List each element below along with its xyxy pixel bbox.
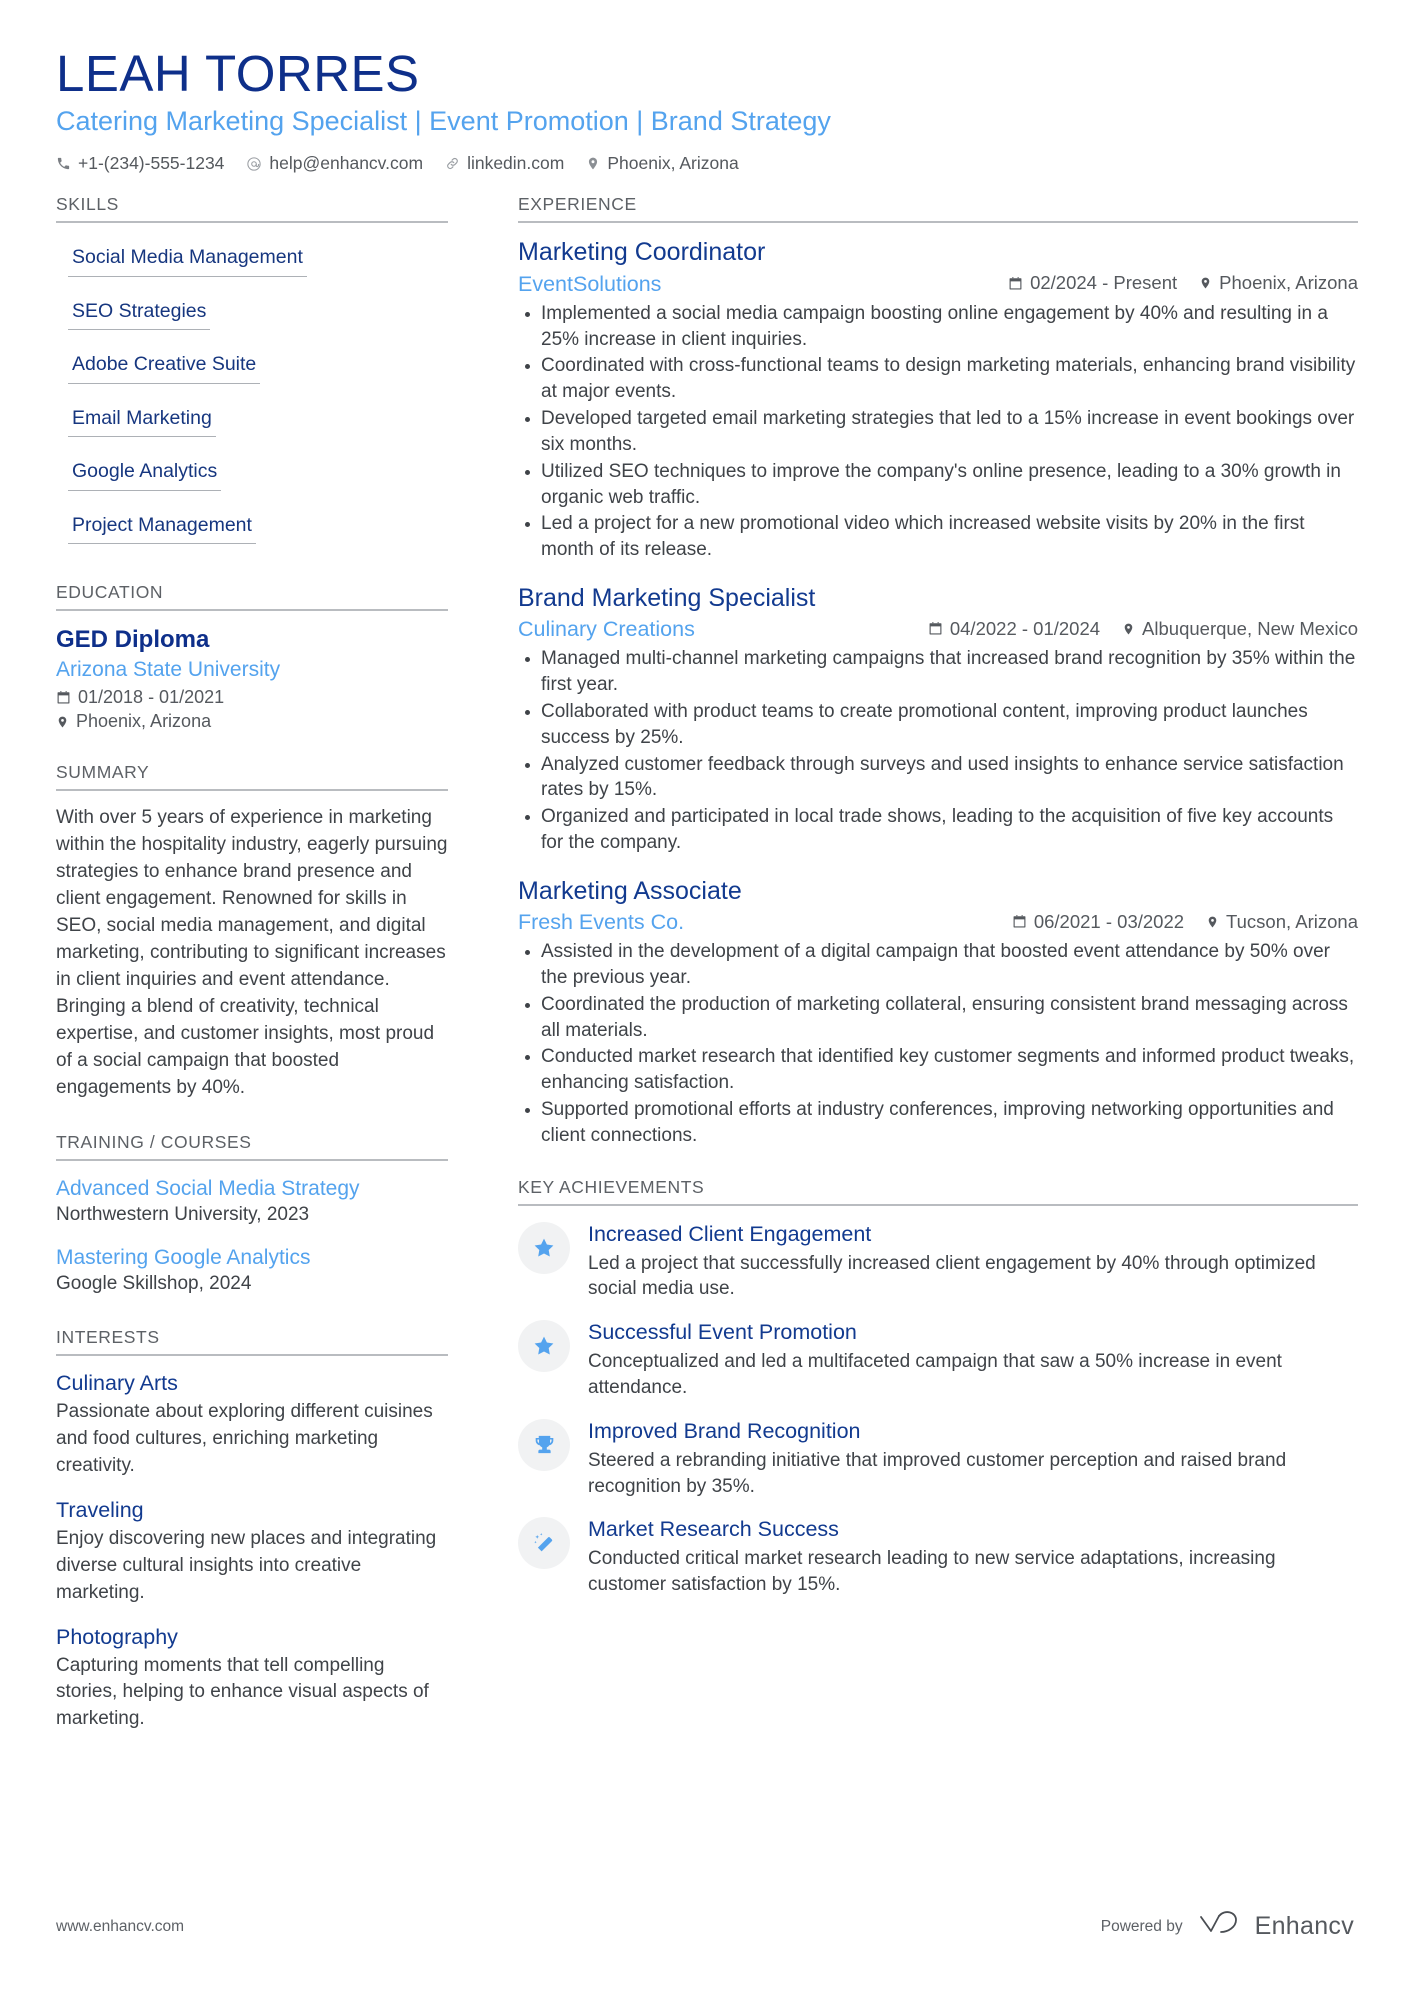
achievement-badge (518, 1320, 570, 1372)
job-bullets (518, 301, 1358, 563)
right-column (476, 194, 1358, 1613)
contact-location-text: Phoenix, Arizona (607, 153, 739, 174)
job-meta (1008, 272, 1358, 294)
job-bullet: Coordinated with cross-functional teams to design marketing materials, enhancing brand visibility at major events. (518, 353, 1358, 405)
achievement-description: Conducted critical market research leading to new service adaptations, increasing customer satisfaction by 15%. (588, 1548, 1276, 1596)
achievement-description: Steered a rebranding initiative that improved customer perception and raised brand recognition by 35%. (588, 1449, 1287, 1497)
education-dates (56, 687, 448, 708)
job-dates (1008, 272, 1177, 294)
job-bullets (518, 939, 1358, 1149)
achievement-title: Increased Client Engagement (588, 1221, 872, 1246)
location-icon (1206, 914, 1219, 930)
education-section-title: EDUCATION (56, 582, 164, 602)
summary-text: With over 5 years of experience in marketing within the hospitality industry, eagerly pursuing strategies to enhance brand presence and client engagement. Renowned for skills in SEO, social media management, and digital marketing, contributing to significant increases in client inquiries and event attendance. Bringing a blend of creativity, technical expertise, and customer insights, most proud of a social campaign that boosted engagements by 40%. (56, 807, 448, 1099)
course-name: Advanced Social Media Strategy (56, 1177, 360, 1200)
course-provider: Northwestern University, 2023 (56, 1204, 310, 1226)
job-company: Culinary Creations (518, 617, 695, 642)
resume-footer (56, 1910, 1354, 1943)
powered-by-label: Powered by (1100, 1917, 1183, 1935)
trophy-icon (533, 1433, 556, 1456)
summary-section-title: SUMMARY (56, 762, 150, 783)
job-location-text: Phoenix, Arizona (1219, 272, 1358, 294)
resume-header (56, 46, 1354, 174)
achievement-title: Market Research Success (588, 1517, 839, 1542)
location-icon (1199, 275, 1212, 291)
training-section-title: TRAINING / COURSES (56, 1132, 252, 1152)
course-provider: Google Skillshop, 2024 (56, 1273, 252, 1295)
course-name: Mastering Google Analytics (56, 1245, 311, 1269)
contact-phone[interactable] (56, 153, 224, 174)
calendar-icon (928, 621, 943, 636)
skills-section-title: SKILLS (56, 194, 119, 215)
job-meta (1012, 911, 1358, 933)
job-location-text: Tucson, Arizona (1226, 910, 1358, 932)
job-bullet: Developed targeted email marketing strategies that led to a 15% increase in event bookings over six months. (518, 406, 1358, 458)
skills-list (56, 237, 448, 558)
job-dates (1012, 911, 1184, 933)
experience-section (518, 194, 1358, 1148)
education-dates-text: 01/2018 - 01/2021 (78, 687, 225, 708)
achievement-badge (518, 1419, 570, 1471)
achievement-body (588, 1220, 1358, 1303)
contact-location (586, 153, 738, 174)
course-item (56, 1175, 448, 1228)
job-dates-text: 02/2024 - Present (1030, 272, 1178, 294)
job-dates-text: 04/2022 - 01/2024 (949, 617, 1101, 639)
candidate-name: LEAH TORRES (56, 45, 420, 102)
star-icon (532, 1236, 556, 1260)
job-meta-row (518, 617, 1358, 642)
footer-url[interactable]: www.enhancv.com (56, 1917, 185, 1935)
job-bullet: Implemented a social media campaign boosting online engagement by 40% and resulting in a 25% increase in client inquiries. (518, 301, 1358, 353)
education-degree: GED Diploma (56, 626, 210, 653)
training-divider (56, 1159, 448, 1161)
job-bullet: Utilized SEO techniques to improve the company's online presence, leading to a 30% growth in organic web traffic. (518, 459, 1358, 511)
job-location (1122, 618, 1358, 640)
interests-divider (56, 1354, 448, 1356)
achievement-title: Improved Brand Recognition (588, 1418, 861, 1443)
location-icon (1122, 621, 1135, 637)
star-icon (532, 1334, 556, 1358)
experience-entry (518, 237, 1358, 563)
link-icon (445, 156, 460, 171)
footer-branding (1101, 1910, 1354, 1943)
summary-section (56, 762, 448, 1102)
achievement-item (518, 1515, 1358, 1598)
education-location-text: Phoenix, Arizona (76, 711, 212, 732)
achievements-section-title: KEY ACHIEVEMENTS (518, 1176, 705, 1197)
achievement-body (588, 1318, 1358, 1401)
job-bullet: Supported promotional efforts at industry conferences, improving networking opportunities and client connections. (518, 1097, 1358, 1149)
job-location (1199, 272, 1358, 294)
job-bullet: Led a project for a new promotional video which increased website visits by 20% in the first month of its release. (518, 511, 1358, 563)
job-title: Marketing Coordinator (518, 238, 766, 267)
training-section (56, 1132, 448, 1297)
contact-link-text: linkedin.com (467, 153, 565, 174)
job-location-text: Albuquerque, New Mexico (1142, 617, 1358, 639)
job-bullet: Analyzed customer feedback through surveys and used insights to enhance service satisfaction rates by 15%. (518, 752, 1358, 804)
location-icon (586, 155, 600, 172)
summary-divider (56, 789, 448, 791)
contact-bar (56, 153, 1354, 174)
achievement-title: Successful Event Promotion (588, 1320, 857, 1345)
email-icon (246, 156, 262, 172)
course-item (56, 1244, 448, 1297)
job-bullet: Coordinated the production of marketing collateral, ensuring consistent brand messaging across all materials. (518, 992, 1358, 1044)
education-entry (56, 625, 448, 732)
job-bullet: Assisted in the development of a digital campaign that boosted event attendance by 50% over the previous year. (518, 939, 1358, 991)
job-dates-text: 06/2021 - 03/2022 (1033, 910, 1185, 932)
location-icon (56, 714, 69, 730)
interest-item (56, 1370, 448, 1480)
job-company: EventSolutions (518, 271, 662, 296)
interest-description: Passionate about exploring different cuisines and food cultures, enriching marketing creativity. (56, 1400, 433, 1476)
job-bullet: Managed multi-channel marketing campaigns that increased brand recognition by 35% within the first year. (518, 646, 1358, 698)
enhancv-logo-icon (1197, 1910, 1241, 1943)
interest-item (56, 1497, 448, 1607)
interest-title: Photography (56, 1624, 178, 1649)
contact-link[interactable] (445, 153, 564, 174)
achievements-section (518, 1177, 1358, 1598)
experience-divider (518, 221, 1358, 223)
contact-email-text: help@enhancv.com (269, 153, 424, 174)
interests-section (56, 1327, 448, 1734)
interest-item (56, 1624, 448, 1734)
achievement-badge (518, 1222, 570, 1274)
interest-description: Capturing moments that tell compelling stories, helping to enhance visual aspects of marketing. (56, 1654, 429, 1730)
contact-email[interactable] (246, 153, 423, 174)
education-divider (56, 609, 448, 611)
education-section (56, 582, 448, 732)
achievement-body (588, 1417, 1358, 1500)
education-location (56, 711, 448, 732)
calendar-icon (56, 690, 71, 705)
achievement-description: Conceptualized and led a multifaceted campaign that saw a 50% increase in event attendance. (588, 1351, 1282, 1398)
interests-section-title: INTERESTS (56, 1326, 160, 1347)
skill-item: SEO Strategies (68, 300, 210, 330)
education-school: Arizona State University (56, 658, 281, 681)
skill-item: Google Analytics (68, 460, 221, 490)
achievement-description: Led a project that successfully increased client engagement by 40% through optimized social media use. (588, 1252, 1316, 1300)
job-bullet: Organized and participated in local trade shows, leading to the acquisition of five key accounts for the company. (518, 804, 1358, 856)
achievement-item (518, 1417, 1358, 1500)
skill-item: Project Management (68, 514, 256, 544)
achievement-item (518, 1318, 1358, 1401)
achievement-body (588, 1515, 1358, 1598)
skill-item: Email Marketing (68, 407, 216, 437)
job-dates (928, 618, 1100, 640)
job-bullets (518, 646, 1358, 856)
magic-wand-icon (533, 1532, 556, 1555)
job-meta (928, 618, 1358, 640)
job-location (1206, 911, 1358, 933)
achievements-divider (518, 1204, 1358, 1206)
enhancv-wordmark: Enhancv (1254, 1912, 1354, 1940)
interest-title: Culinary Arts (56, 1370, 178, 1395)
experience-entry (518, 583, 1358, 856)
experience-entry (518, 876, 1358, 1149)
achievement-badge (518, 1517, 570, 1569)
job-title: Marketing Associate (518, 876, 742, 905)
candidate-headline: Catering Marketing Specialist | Event Promotion | Brand Strategy (56, 106, 831, 137)
job-bullet: Collaborated with product teams to create promotional content, improving product launches success by 25%. (518, 699, 1358, 751)
skills-divider (56, 221, 448, 223)
job-meta-row (518, 272, 1358, 297)
job-title: Brand Marketing Specialist (518, 584, 816, 612)
skills-section (56, 194, 448, 558)
contact-phone-text: +1-(234)-555-1234 (78, 153, 225, 174)
calendar-icon (1008, 276, 1023, 291)
interest-description: Enjoy discovering new places and integrating diverse cultural insights into creative marketing. (56, 1527, 437, 1603)
job-bullet: Conducted market research that identified key customer segments and informed product tweaks, enhancing satisfaction. (518, 1044, 1358, 1096)
resume-body (56, 194, 1358, 1750)
calendar-icon (1012, 914, 1027, 929)
interest-title: Traveling (56, 1497, 144, 1522)
left-column (56, 194, 476, 1750)
job-company: Fresh Events Co. (518, 910, 685, 935)
skill-item: Adobe Creative Suite (68, 353, 260, 383)
skill-item: Social Media Management (68, 246, 307, 276)
job-meta-row (518, 910, 1358, 935)
experience-section-title: EXPERIENCE (518, 194, 637, 215)
phone-icon (56, 156, 71, 171)
achievement-item (518, 1220, 1358, 1303)
